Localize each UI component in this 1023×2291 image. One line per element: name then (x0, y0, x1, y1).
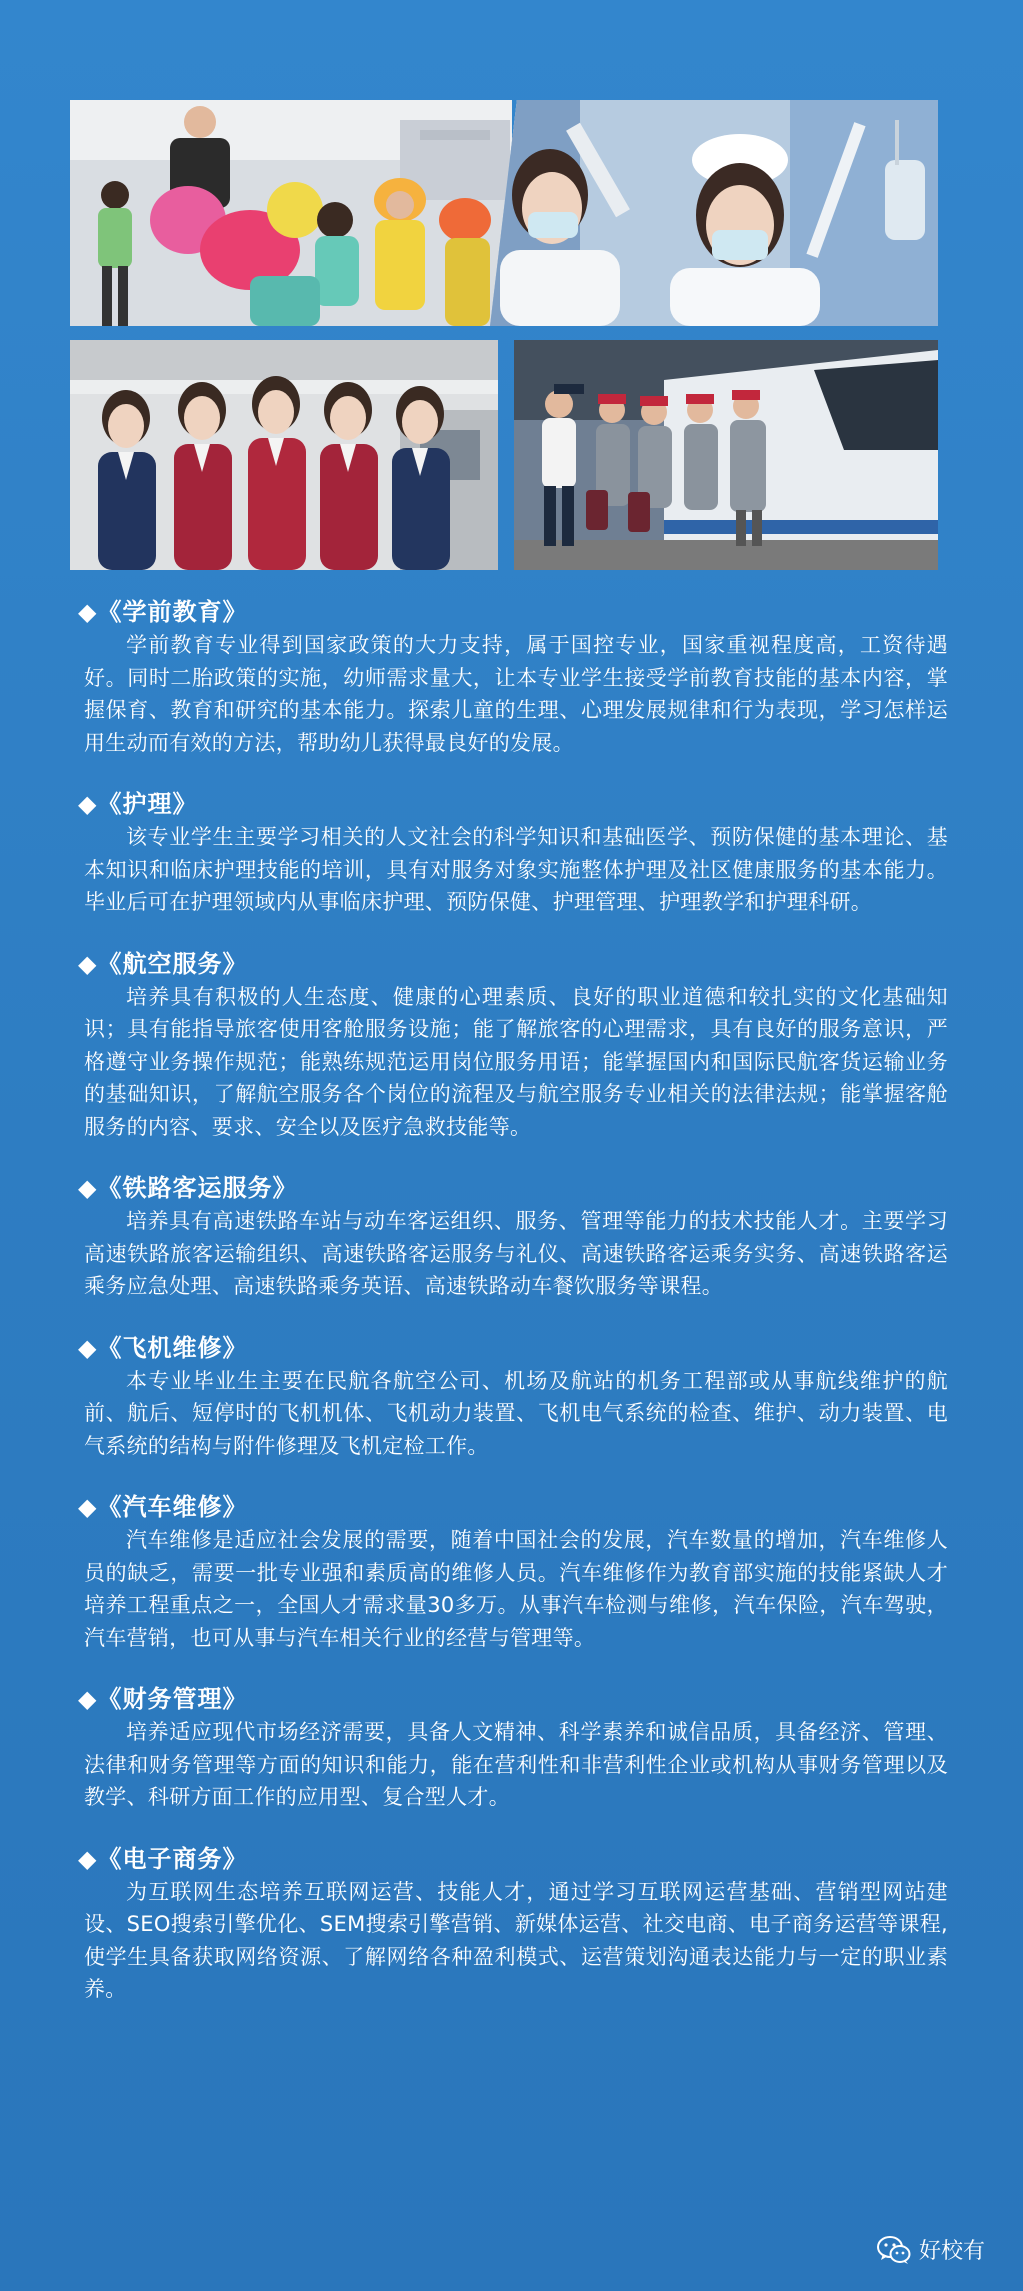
section-title: ◆《航空服务》 (78, 949, 248, 978)
section-title: ◆《护理》 (78, 790, 198, 818)
section-aircraft-maintenance (78, 1331, 948, 1463)
program-sections (78, 595, 948, 2034)
photo-collage (70, 100, 938, 570)
section-auto-repair (78, 1490, 948, 1654)
section-title: ◆《飞机维修》 (78, 1333, 248, 1362)
section-body: 该专业学生主要学习相关的人文社会的科学知识和基础医学、预防保健的基本理论、基本知识和临床护理技能的培训，具有对服务对象实施整体护理及社区健康服务的基本能力。毕业后可在护理领域内从事临床护理、预防保健、护理管理、护理教学和护理科研。 (84, 825, 948, 914)
section-railway-passenger-service (78, 1171, 948, 1303)
section-body: 本专业毕业生主要在民航各航空公司、机场及航站的机务工程部或从事航线维护的航前、航后、短停时的飞机机体、飞机动力装置、飞机电气系统的检查、维护、动力装置、电气系统的结构与附件修理及飞机定检工作。 (84, 1368, 948, 1458)
section-title: ◆《汽车维修》 (78, 1493, 248, 1521)
section-body: 为互联网生态培养互联网运营、技能人才，通过学习互联网运营基础、营销型网站建设、SEO搜索引擎优化、SEM搜索引擎营销、新媒体运营、社交电商、电子商务运营等课程,使学生具备获取网络资源、了解网络各种盈利模式、运营策划沟通表达能力与一定的职业素养。 (84, 1879, 948, 2001)
section-title: ◆《铁路客运服务》 (78, 1174, 298, 1202)
wechat-watermark (877, 2234, 985, 2265)
section-body: 培养具有高速铁路车站与动车客运组织、服务、管理等能力的技术技能人才。主要学习高速铁路旅客运输组织、高速铁路客运服务与礼仪、高速铁路客运乘务实务、高速铁路客运乘务应急处理、高速铁路乘务英语、高速铁路动车餐饮服务等课程。 (84, 1209, 948, 1298)
wechat-icon (877, 2235, 911, 2265)
section-body: 汽车维修是适应社会发展的需要，随着中国社会的发展，汽车数量的增加，汽车维修人员的缺乏，需要一批专业强和素质高的维修人员。汽车维修作为教育部实施的技能紧缺人才培养工程重点之一，全国人才需求量30多万。从事汽车检测与维修，汽车保险，汽车驾驶，汽车营销，也可从事与汽车相关行业的经营与管理等。 (84, 1528, 948, 1650)
watermark-text: 好校有 (918, 2239, 985, 2264)
section-body: 培养适应现代市场经济需要，具备人文精神、科学素养和诚信品质，具备经济、管理、法律和财务管理等方面的知识和能力，能在营利性和非营利性企业或机构从事财务管理以及教学、科研方面工作的应用型、复合型人才。 (84, 1720, 948, 1809)
preschool-photo (70, 100, 512, 326)
section-e-commerce (78, 1842, 948, 2006)
nursing-photo (490, 100, 938, 326)
section-body: 学前教育专业得到国家政策的大力支持，属于国控专业，国家重视程度高，工资待遇好。同时二胎政策的实施，幼师需求量大，让本专业学生接受学前教育技能的基本内容，掌握保育、教育和研究的基本能力。探索儿童的生理、心理发展规律和行为表现，学习怎样运用生动而有效的方法，帮助幼儿获得最良好的发展。 (84, 633, 948, 755)
section-title: ◆《财务管理》 (78, 1685, 248, 1713)
railway-attendant-photo (514, 340, 938, 570)
section-title: ◆《电子商务》 (78, 1844, 248, 1873)
section-body: 培养具有积极的人生态度、健康的心理素质、良好的职业道德和较扎实的文化基础知识；具有能指导旅客使用客舱服务设施；能了解旅客的心理需求，具有良好的服务意识，严格遵守业务操作规范；能熟练规范运用岗位服务用语；能掌握国内和国际民航客货运输业务的基础知识，了解航空服务各个岗位的流程及与航空服务专业相关的法律法规；能掌握客舱服务的内容、要求、安全以及医疗急救技能等。 (84, 984, 948, 1139)
section-preschool-education (78, 595, 948, 759)
section-financial-management (78, 1682, 948, 1814)
flight-attendant-photo (70, 340, 498, 570)
section-aviation-service (78, 947, 948, 1144)
section-nursing (78, 787, 948, 919)
section-title: ◆《学前教育》 (78, 598, 248, 626)
